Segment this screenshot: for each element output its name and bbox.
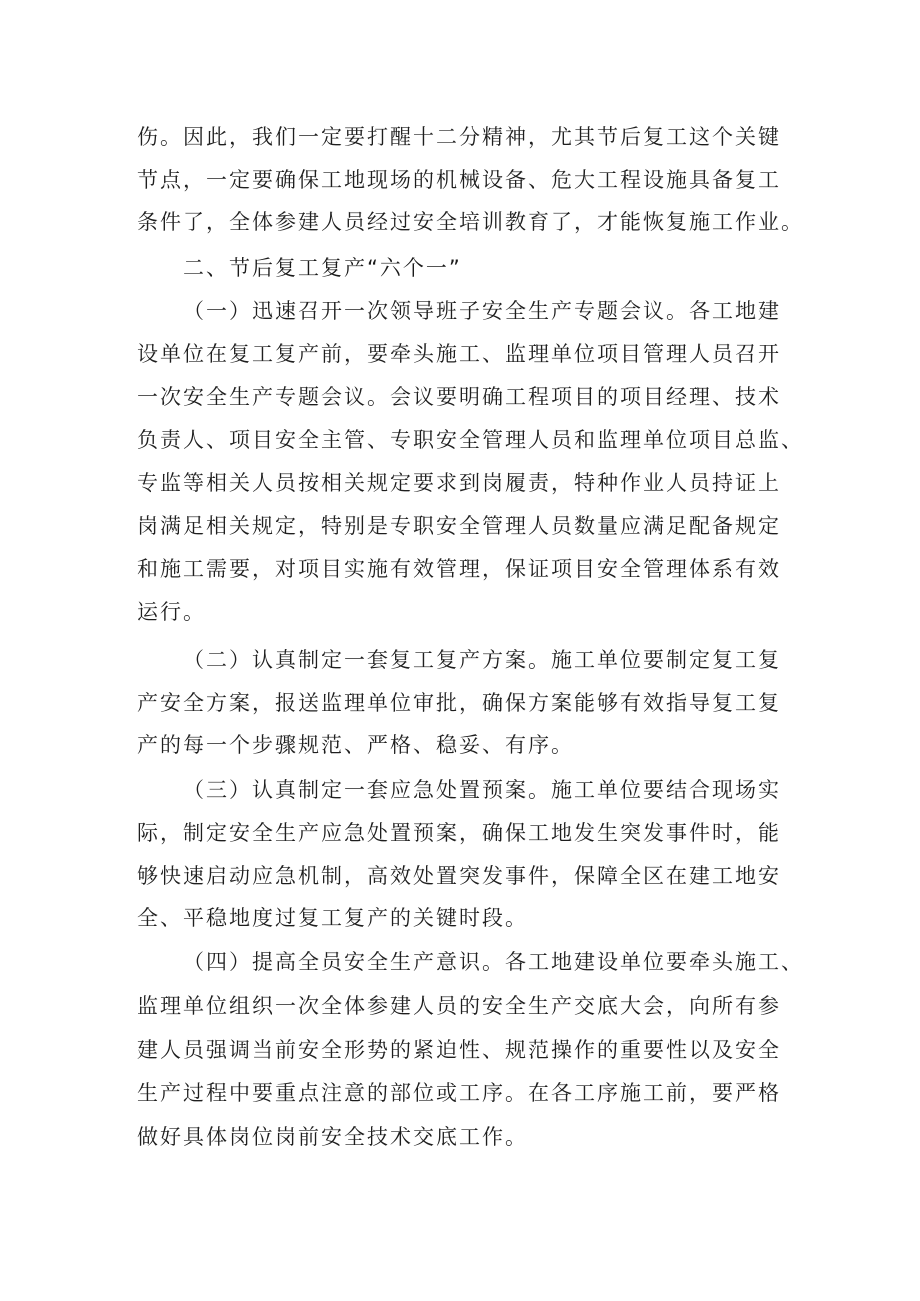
paragraph-line: 设单位在复工复产前，要牵头施工、监理单位项目管理人员召开 — [137, 342, 781, 366]
paragraph-line: 够快速启动应急机制，高效处置突发事件，保障全区在建工地安 — [137, 864, 781, 888]
paragraph-line: 全、平稳地度过复工复产的关键时段。 — [137, 906, 528, 930]
paragraph-line: （三）认真制定一套应急处置预案。施工单位要结合现场实 — [183, 778, 781, 802]
paragraph-line: （四）提高全员安全生产意识。各工地建设单位要牵头施工、 — [183, 950, 804, 974]
section-heading: 二、节后复工复产“六个一” — [183, 256, 462, 280]
paragraph-line: 条件了，全体参建人员经过安全培训教育了，才能恢复施工作业。 — [137, 210, 804, 234]
paragraph-line: 建人员强调当前安全形势的紧迫性、规范操作的重要性以及安全 — [137, 1038, 781, 1062]
paragraph-line: （一）迅速召开一次领导班子安全生产专题会议。各工地建 — [183, 299, 781, 323]
paragraph-line: 节点，一定要确保工地现场的机械设备、危大工程设施具备复工 — [137, 168, 781, 192]
paragraph-line: 专监等相关人员按相关规定要求到岗履责，特种作业人员持证上 — [137, 471, 781, 495]
paragraph-line: 际，制定安全生产应急处置预案，确保工地发生突发事件时，能 — [137, 821, 781, 845]
paragraph-line: 产安全方案，报送监理单位审批，确保方案能够有效指导复工复 — [137, 691, 781, 715]
paragraph-line: 和施工需要，对项目实施有效管理，保证项目安全管理体系有效 — [137, 557, 781, 581]
paragraph-line: 一次安全生产专题会议。会议要明确工程项目的项目经理、技术 — [137, 385, 781, 409]
paragraph-line: 生产过程中要重点注意的部位或工序。在各工序施工前，要严格 — [137, 1081, 781, 1105]
paragraph-line: 产的每一个步骤规范、严格、稳妥、有序。 — [137, 733, 574, 757]
paragraph-line: 做好具体岗位岗前安全技术交底工作。 — [137, 1125, 528, 1149]
paragraph-line: 岗满足相关规定，特别是专职安全管理人员数量应满足配备规定 — [137, 514, 781, 538]
paragraph-line: 伤。因此，我们一定要打醒十二分精神，尤其节后复工这个关键 — [137, 125, 781, 149]
paragraph-line: 监理单位组织一次全体参建人员的安全生产交底大会，向所有参 — [137, 994, 781, 1018]
paragraph-line: （二）认真制定一套复工复产方案。施工单位要制定复工复 — [183, 648, 781, 672]
paragraph-line: 运行。 — [137, 600, 206, 624]
paragraph-line: 负责人、项目安全主管、专职安全管理人员和监理单位项目总监、 — [137, 428, 804, 452]
